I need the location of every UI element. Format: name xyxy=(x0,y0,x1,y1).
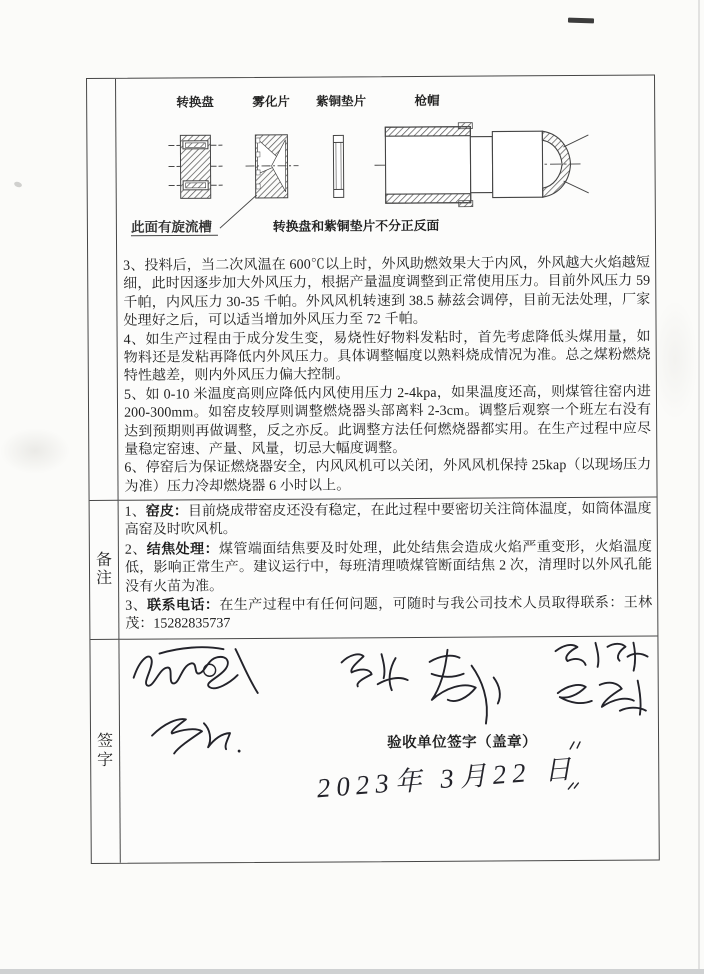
acceptance-form-table xyxy=(86,75,660,864)
signature-label-text: 签字 xyxy=(96,732,114,769)
instruction-3: 3、投料后，当二次风温在 600℃以上时，外风助燃效果大于内风，外风越大火焰越短细，此时因逐步加大外风压力，根据产量温度调整到正常使用压力。目前外风压力 59 千帕，内风压力 30-35 千帕。外风风机转速到 38.5 赫兹会调停，目前无法处理，厂家处理好之后，可以适当增加外风压力至 72 千帕。 xyxy=(123,255,651,329)
signature-top-right xyxy=(555,643,647,672)
paper-speck xyxy=(13,181,22,188)
signature-cell xyxy=(119,637,658,863)
signature-center xyxy=(342,654,408,690)
label-conversion-disc: 转换盘 xyxy=(176,95,214,110)
swirl-note-text: 此面有旋流槽 xyxy=(130,219,212,235)
instructions-paragraphs xyxy=(123,255,651,497)
remarks-cell xyxy=(119,498,658,640)
remark-1: 1、窑皮：目前烧成带窑皮还没有稳定，在此过程中要密切关注筒体温度，如筒体温度高窑及时吹风机。 xyxy=(124,501,652,539)
instruction-4: 4、如生产过程由于成分发生变，易烧性好物料发粘时，首先考虑降低头煤用量，如物料还是发粘再降低内外风压力。具体调整幅度以熟料烧成情况为准。总之煤粉燃烧特性越差，则内外风压力偏大控制。 xyxy=(123,329,651,385)
copper-gasket-drawing xyxy=(333,135,343,197)
remarks-row-label xyxy=(90,501,120,640)
signature-scrawl-top-left xyxy=(133,647,257,694)
label-gun-cap: 枪帽 xyxy=(414,93,440,108)
label-copper-gasket: 紫铜垫片 xyxy=(316,94,367,109)
instructions-cell xyxy=(116,76,657,501)
paper-crease-smudge xyxy=(0,428,70,474)
signature-right xyxy=(558,681,646,716)
acceptance-unit-signature-line: 验收单位签字（盖章） xyxy=(387,734,538,752)
label-atomizer-plate: 雾化片 xyxy=(252,94,290,109)
conversion-disc-drawing xyxy=(168,135,222,198)
signature-scrawl-lower-left xyxy=(152,719,241,754)
row-label-empty xyxy=(87,79,119,501)
annotation-arrow xyxy=(220,195,257,228)
paper-edge-shadow xyxy=(698,0,700,974)
scanner-bottom-edge xyxy=(0,969,704,974)
signature-center-right xyxy=(430,649,501,723)
scan-artifact-dash xyxy=(568,18,594,24)
remarks-label-text: 备注 xyxy=(95,551,113,587)
signature-row-label xyxy=(90,640,120,863)
orientation-note-text: 转换盘和紫铜垫片不分正反面 xyxy=(272,217,440,234)
handwritten-date: 2023年 3月22 日 xyxy=(315,753,579,804)
paper-smudge xyxy=(652,300,698,420)
gun-cap-drawing xyxy=(374,122,589,207)
instruction-6: 6、停窑后为保证燃烧器安全，内风风机可以关闭，外风风机保持 25kap（以现场压力为准）压力冷却燃烧器 6 小时以上。 xyxy=(124,458,652,495)
atomizer-plate-drawing xyxy=(245,135,298,198)
burner-parts-diagram xyxy=(122,76,657,251)
instruction-5: 5、如 0-10 米温度高则应降低内风使用压力 2-4kpa，如果温度还高，则煤管往窑内进 200-300mm。如窑皮较厚则调整燃烧器头部离料 2-3cm。调整后观察一个班左右没有达到预期则再做调整，反之亦反。此调整方法任何燃烧器都实用。在生产过程中应尽量稳定窑速、产量、风量，切忌大幅度调整。 xyxy=(123,384,652,458)
remark-3: 3、联系电话：在生产过程中有任何问题，可随时与我公司技术人员取得联系：王林茂：15282835737 xyxy=(125,595,653,633)
remark-2: 2、结焦处理：煤管端面结焦要及时处理，此处结焦会造成火焰严重变形，火焰温度低，影响正常生产。建议运行中，每班清理喷煤管断面结焦 2 次，清理时以外风孔能没有火苗为准。 xyxy=(124,539,653,595)
